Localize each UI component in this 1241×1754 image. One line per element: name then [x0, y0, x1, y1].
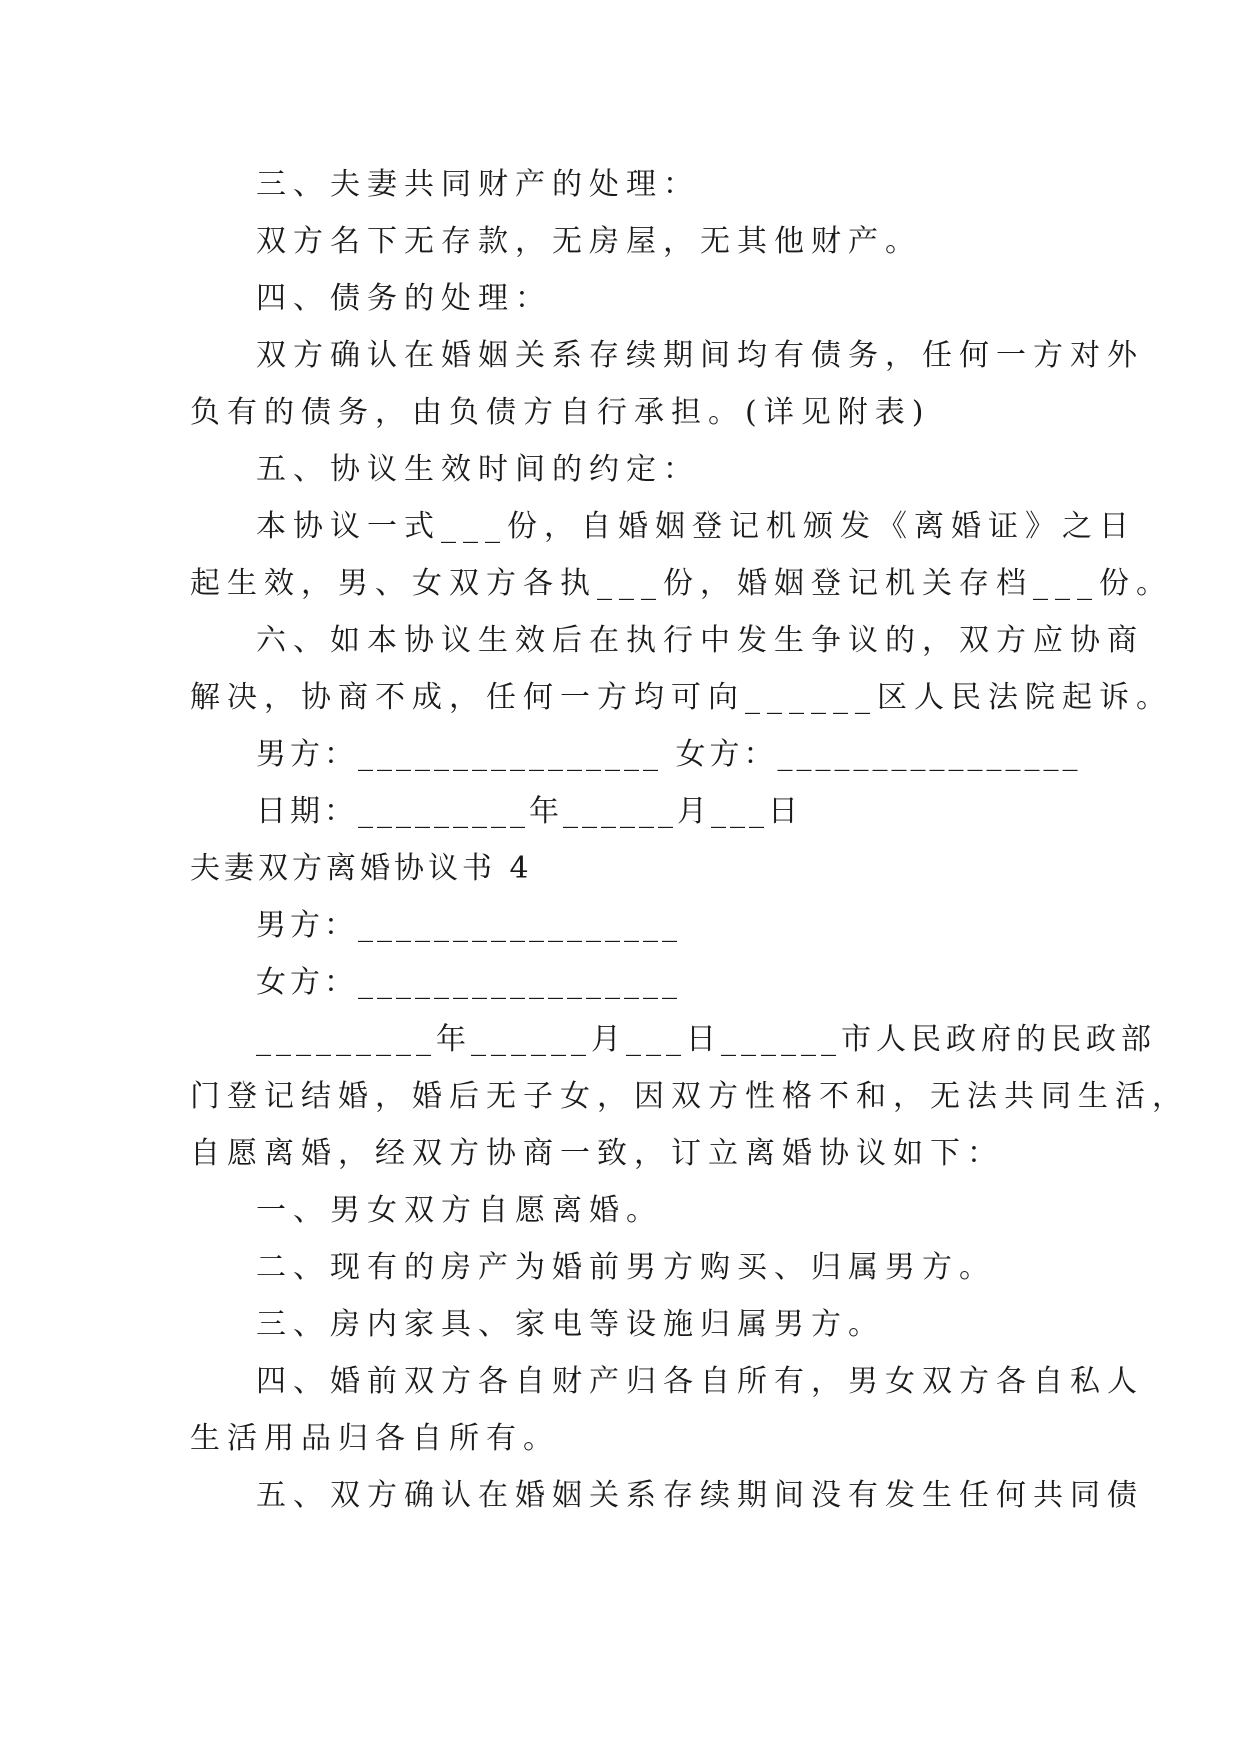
- clause-5: 五、双方确认在婚姻关系存续期间没有发生任何共同债: [256, 1478, 1144, 1513]
- paragraph-line: 本协议一式___份，自婚姻登记机颁发《离婚证》之日: [256, 509, 1136, 544]
- paragraph-line: 生活用品归各自所有。: [190, 1421, 560, 1456]
- clause-1: 一、男女双方自愿离婚。: [256, 1193, 663, 1228]
- paragraph-line: _________年______月___日______市人民政府的民政部: [256, 1022, 1156, 1057]
- paragraph-line: 解决，协商不成，任何一方均可向______区人民法院起诉。: [190, 680, 1173, 715]
- date-line: 日期：_________年______月___日: [256, 794, 802, 829]
- wife-line: 女方：_________________: [256, 965, 681, 1000]
- section-5-heading: 五、协议生效时间的约定：: [256, 452, 700, 487]
- paragraph-line: 负有的债务，由负债方自行承担。(详见附表): [190, 395, 931, 430]
- paragraph-line: 六、如本协议生效后在执行中发生争议的，双方应协商: [256, 623, 1144, 658]
- signature-line: 男方：________________ 女方：________________: [256, 737, 1082, 772]
- paragraph-line: 起生效，男、女双方各执___份，婚姻登记机关存档___份。: [190, 566, 1173, 601]
- husband-line: 男方：_________________: [256, 908, 681, 943]
- section-4-heading: 四、债务的处理：: [256, 281, 552, 316]
- paragraph-line: 双方确认在婚姻关系存续期间均有债务，任何一方对外: [256, 338, 1144, 373]
- clause-4: 四、婚前双方各自财产归各自所有，男女双方各自私人: [256, 1364, 1144, 1399]
- paragraph-line: 门登记结婚，婚后无子女，因双方性格不和，无法共同生活，: [190, 1079, 1189, 1114]
- clause-2: 二、现有的房产为婚前男方购买、归属男方。: [256, 1250, 996, 1285]
- paragraph-line: 双方名下无存款，无房屋，无其他财产。: [256, 224, 922, 259]
- document-title: 夫妻双方离婚协议书 4: [190, 851, 533, 886]
- section-3-heading: 三、夫妻共同财产的处理：: [256, 167, 700, 202]
- paragraph-line: 自愿离婚，经双方协商一致，订立离婚协议如下：: [190, 1136, 1004, 1171]
- clause-3: 三、房内家具、家电等设施归属男方。: [256, 1307, 885, 1342]
